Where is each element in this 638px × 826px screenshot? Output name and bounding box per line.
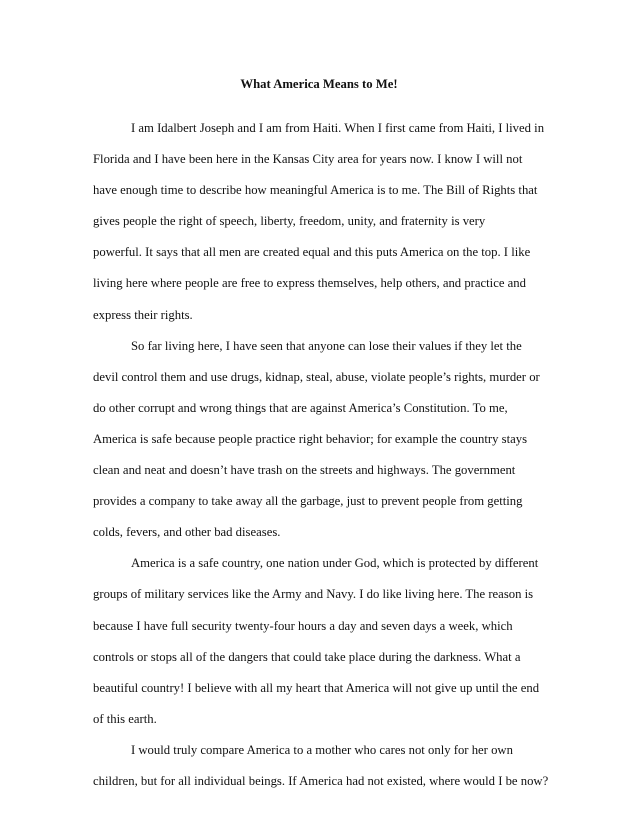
text-line: colds, fevers, and other bad diseases. [93, 525, 281, 540]
text-line: America is a safe country, one nation under God, which is protected by different [131, 556, 539, 571]
text-line: So far living here, I have seen that anyone can lose their values if they let the [131, 338, 522, 353]
text-line: devil control them and use drugs, kidnap, steal, abuse, violate people’s rights, murder or [93, 369, 540, 384]
text-line: controls or stops all of the dangers that could take place during the darkness. What a [93, 649, 521, 664]
text-line: America is safe because people practice right behavior; for example the country stays [93, 431, 528, 446]
text-line: clean and neat and doesn’t have trash on the streets and highways. The government [93, 463, 516, 478]
document-body [93, 120, 553, 804]
text-line: I would truly compare America to a mother who cares not only for her own [131, 742, 513, 757]
text-line: provides a company to take away all the garbage, just to prevent people from getting [93, 494, 523, 509]
text-line: do other corrupt and wrong things that are against America’s Constitution. To me, [93, 400, 508, 415]
text-line: beautiful country! I believe with all my heart that America will not give up until the end [93, 680, 540, 695]
text-line: living here where people are free to express themselves, help others, and practice and [93, 276, 526, 291]
text-line: gives people the right of speech, liberty, freedom, unity, and fraternity is very [93, 214, 486, 229]
text-line: Florida and I have been here in the Kansas City area for years now. I know I will not [93, 152, 523, 167]
text-line: have enough time to describe how meaningful America is to me. The Bill of Rights that [93, 183, 538, 198]
text-line: children, but for all individual beings. If America had not existed, where would I be now? [93, 773, 549, 788]
text-line: express their rights. [93, 307, 193, 322]
text-line: groups of military services like the Army and Navy. I do like living here. The reason is [93, 587, 534, 602]
text-line: powerful. It says that all men are created equal and this puts America on the top. I like [93, 245, 531, 260]
text-line: I am Idalbert Joseph and I am from Haiti. When I first came from Haiti, I lived in [131, 121, 545, 135]
text-line: of this earth. [93, 711, 157, 726]
text-line: because I have full security twenty-four hours a day and seven days a week, which [93, 618, 513, 633]
document-title: What America Means to Me! [240, 77, 398, 91]
